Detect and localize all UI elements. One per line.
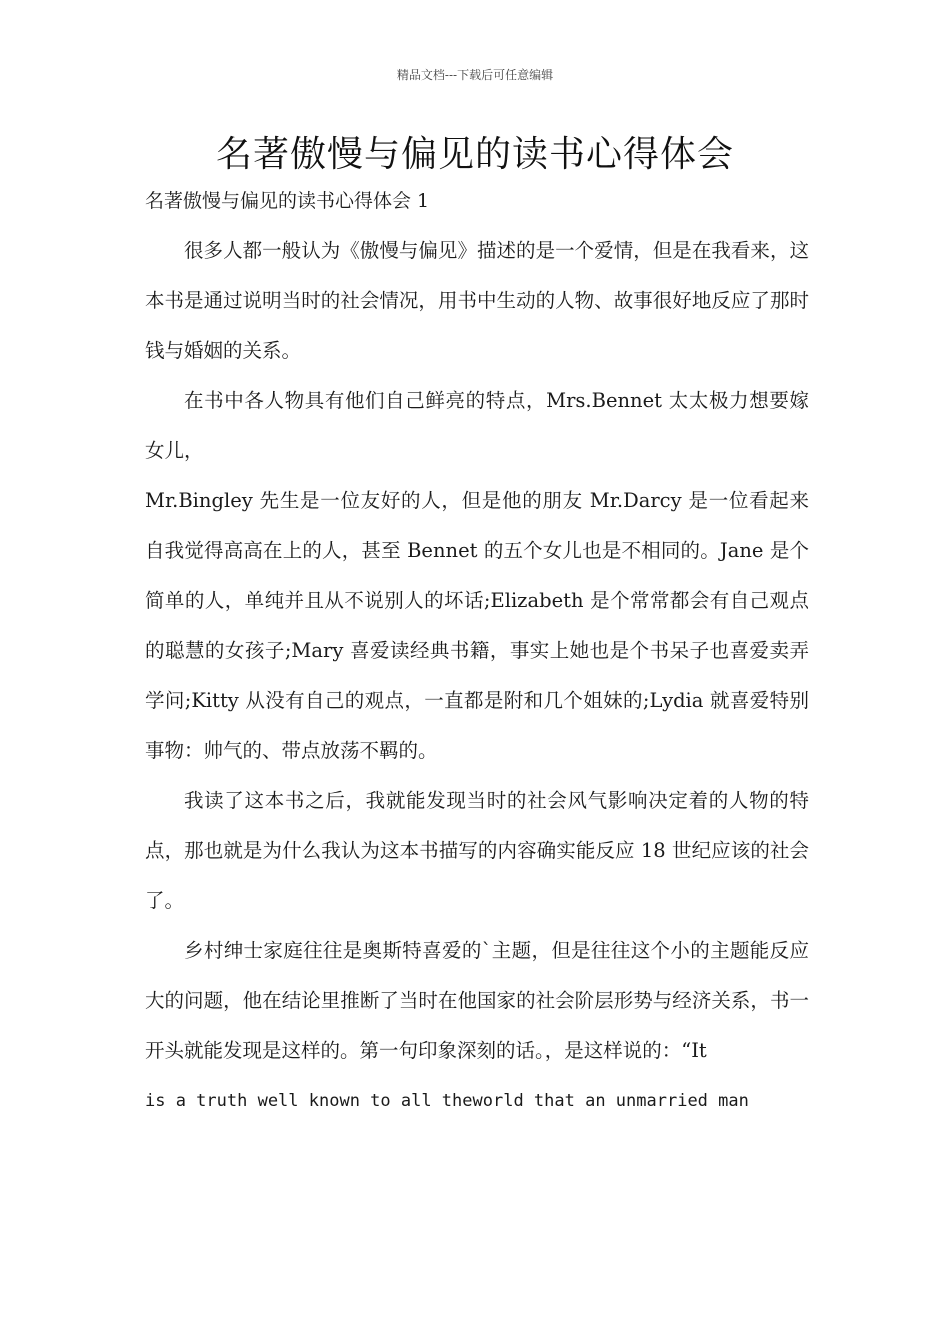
document-title: 名著傲慢与偏见的读书心得体会 — [215, 134, 734, 175]
page-header: 精品文档---下载后可任意编辑 — [396, 68, 554, 82]
paragraph-6: is a truth well known to all theworld that an unmarried man — [145, 1091, 749, 1111]
paragraph-1: 很多人都一般认为《傲慢与偏见》描述的是一个爱情，但是在我看来，这本书是通过说明当时的社会情况，用书中生动的人物、故事很好地反应了那时钱与婚姻的关系。 — [145, 239, 809, 362]
document-body — [145, 226, 809, 1126]
paragraph-4: 我读了这本书之后，我就能发现当时的社会风气影响决定着的人物的特点，那也就是为什么我认为这本书描写的内容确实能反应 18 世纪应该的社会了。 — [145, 789, 809, 912]
paragraph-5: 乡村绅士家庭往往是奥斯特喜爱的`主题，但是往往这个小的主题能反应大的问题，他在结论里推断了当时在他国家的社会阶层形势与经济关系，书一开头就能发现是这样的。第一句印象深刻的话。，是这样说的：“It — [145, 939, 809, 1062]
section-heading: 名著傲慢与偏见的读书心得体会 1 — [145, 190, 430, 212]
paragraph-3: Mr.Bingley 先生是一位友好的人，但是他的朋友 Mr.Darcy 是一位看起来自我觉得高高在上的人，甚至 Bennet 的五个女儿也是不相同的。Jane 是个简单的人，单纯并且从不说别人的坏话;Elizabeth 是个常常都会有自己观点的聪慧的女孩子;Mary 喜爱读经典书籍，事实上她也是个书呆子也喜爱卖弄学问;Kitty 从没有自己的观点，一直都是附和几个姐妹的;Lydia 就喜爱特别事物：帅气的、带点放荡不羁的。 — [145, 489, 809, 762]
paragraph-2: 在书中各人物具有他们自己鲜亮的特点，Mrs.Bennet 太太极力想要嫁女儿， — [145, 389, 809, 462]
